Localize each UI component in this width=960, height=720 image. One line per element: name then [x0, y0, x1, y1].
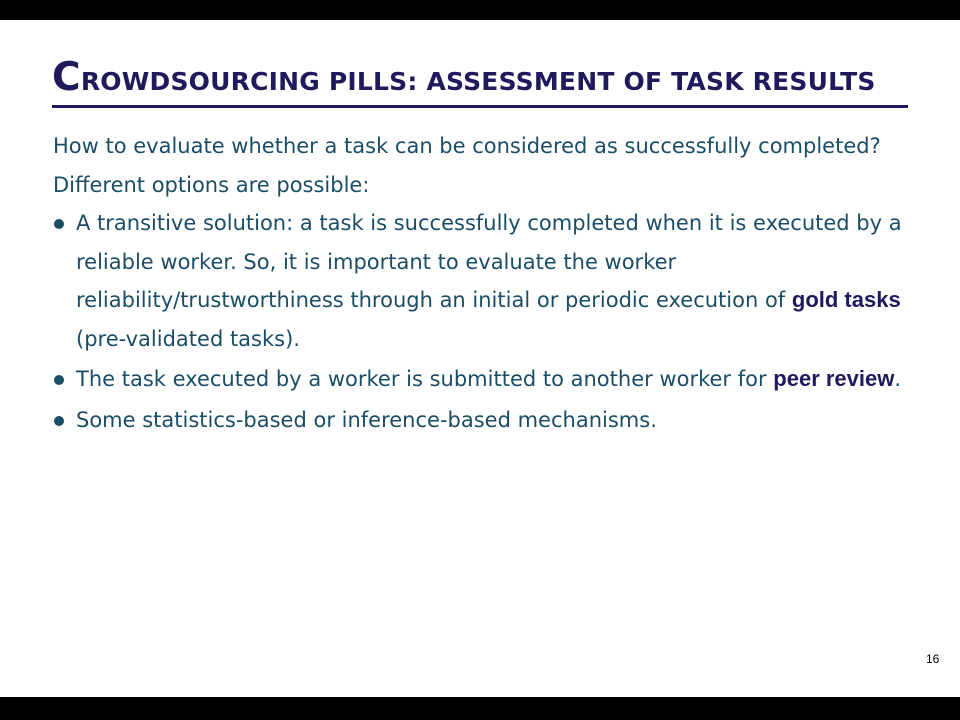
bullet-icon [54, 375, 64, 385]
keyword-gold-tasks: gold tasks [791, 287, 901, 312]
bullet-text: Some statistics-based or inference-based mechanisms. [76, 407, 657, 432]
bullet-text: A transitive solution: a task is successfully completed when it is executed by a reliable worker. So, it is important to evaluate the worker reliability/trustworthiness through an initial or periodic execution of [76, 211, 902, 312]
slide-title-initial: C [52, 55, 81, 100]
keyword-peer-review: peer review [773, 366, 895, 391]
title-underline [52, 105, 908, 108]
page-number: 16 [926, 652, 940, 666]
slide [0, 20, 960, 697]
list-item [53, 360, 913, 399]
list-item [53, 401, 913, 440]
bullet-icon [54, 219, 64, 229]
list-item [53, 204, 913, 358]
bullet-text: The task executed by a worker is submitted to another worker for [76, 367, 774, 391]
slide-title-rest: ROWDSOURCING PILLS: ASSESSMENT OF TASK RESULTS [80, 67, 876, 96]
bullet-text-tail: . [894, 367, 902, 391]
bullet-text-tail: (pre-validated tasks). [76, 326, 300, 351]
bullet-icon [54, 416, 64, 426]
options-intro: Different options are possible: [53, 172, 370, 197]
slide-title [52, 54, 876, 106]
options-list [53, 204, 913, 439]
slide-body [53, 127, 913, 441]
intro-question: How to evaluate whether a task can be considered as successfully completed? [53, 134, 881, 158]
